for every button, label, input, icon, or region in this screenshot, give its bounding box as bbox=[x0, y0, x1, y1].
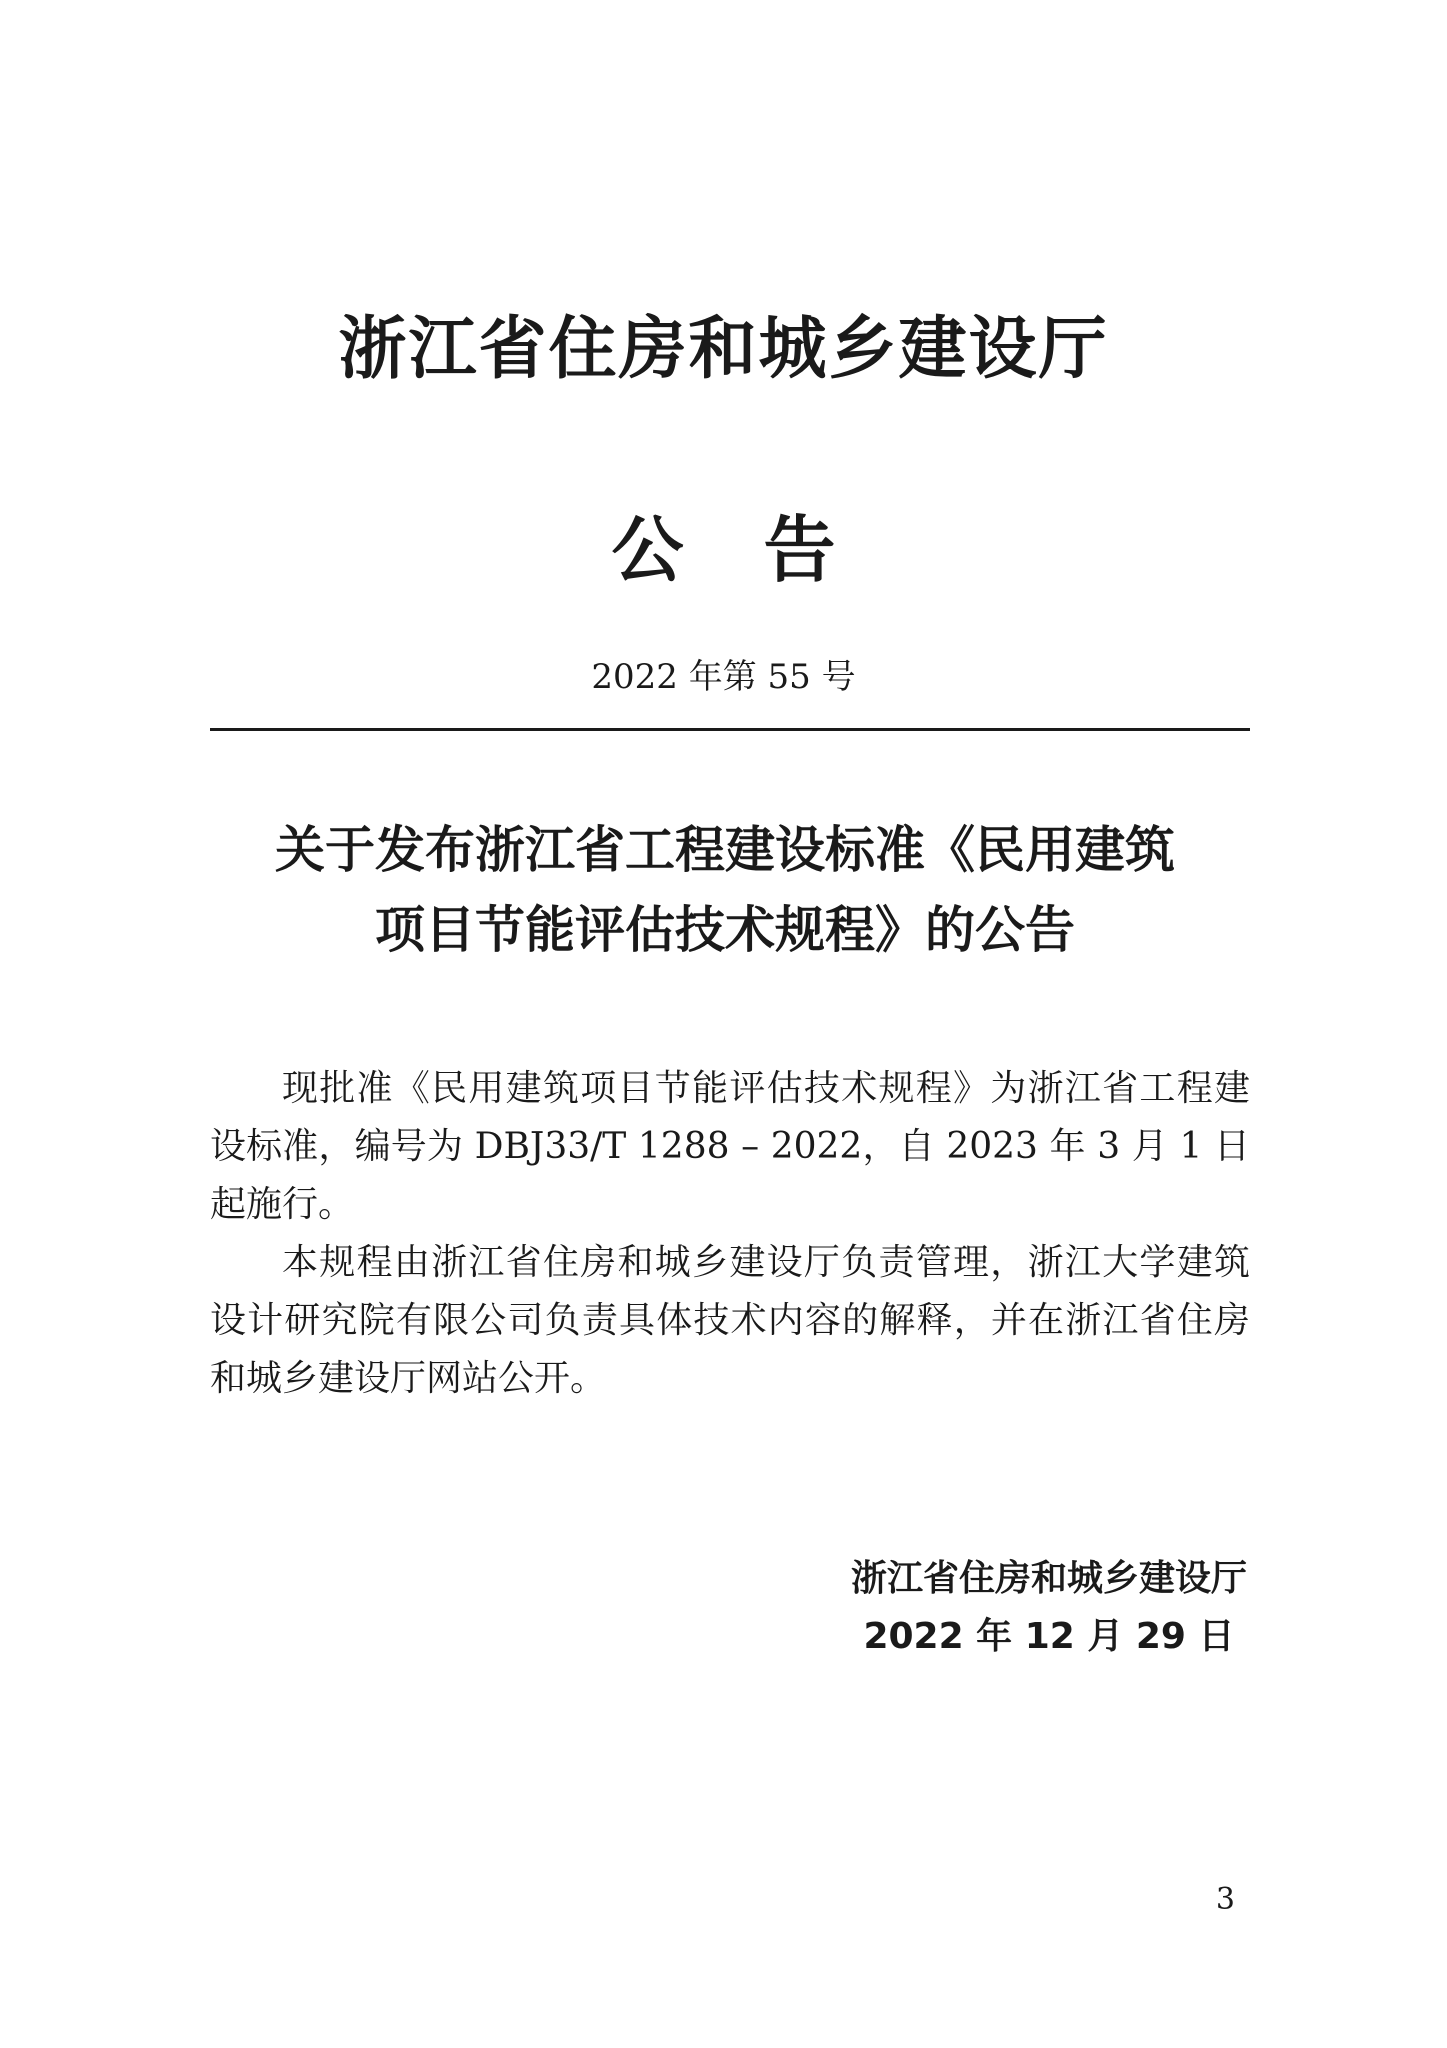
page-number: 3 bbox=[1215, 1882, 1235, 1917]
signature-issuer: 浙江省住房和城乡建设厅 bbox=[850, 1558, 1247, 1599]
body-paragraph-1: 现批准《民用建筑项目节能评估技术规程》为浙江省工程建设标准，编号为 DBJ33/T 1288 – 2022，自 2023 年 3 月 1 日起施行。 bbox=[210, 1068, 1250, 1225]
announcement-title-line-2: 项目节能评估技术规程》的公告 bbox=[375, 901, 1075, 959]
issuer-heading: 浙江省住房和城乡建设厅 bbox=[338, 310, 1109, 389]
announcement-title-line-1: 关于发布浙江省工程建设标准《民用建筑 bbox=[275, 821, 1175, 879]
document-number: 2022 年第 55 号 bbox=[591, 657, 856, 697]
announcement-body bbox=[210, 1060, 1250, 1408]
header-divider bbox=[210, 728, 1250, 731]
signature-block bbox=[851, 1550, 1247, 1666]
signature-date: 2022 年 12 月 29 日 bbox=[863, 1616, 1235, 1657]
body-paragraph-2: 本规程由浙江省住房和城乡建设厅负责管理，浙江大学建筑设计研究院有限公司负责具体技术内容的解释，并在浙江省住房和城乡建设厅网站公开。 bbox=[210, 1242, 1250, 1399]
document-type-heading: 公告 bbox=[611, 508, 916, 592]
announcement-title bbox=[180, 810, 1270, 970]
